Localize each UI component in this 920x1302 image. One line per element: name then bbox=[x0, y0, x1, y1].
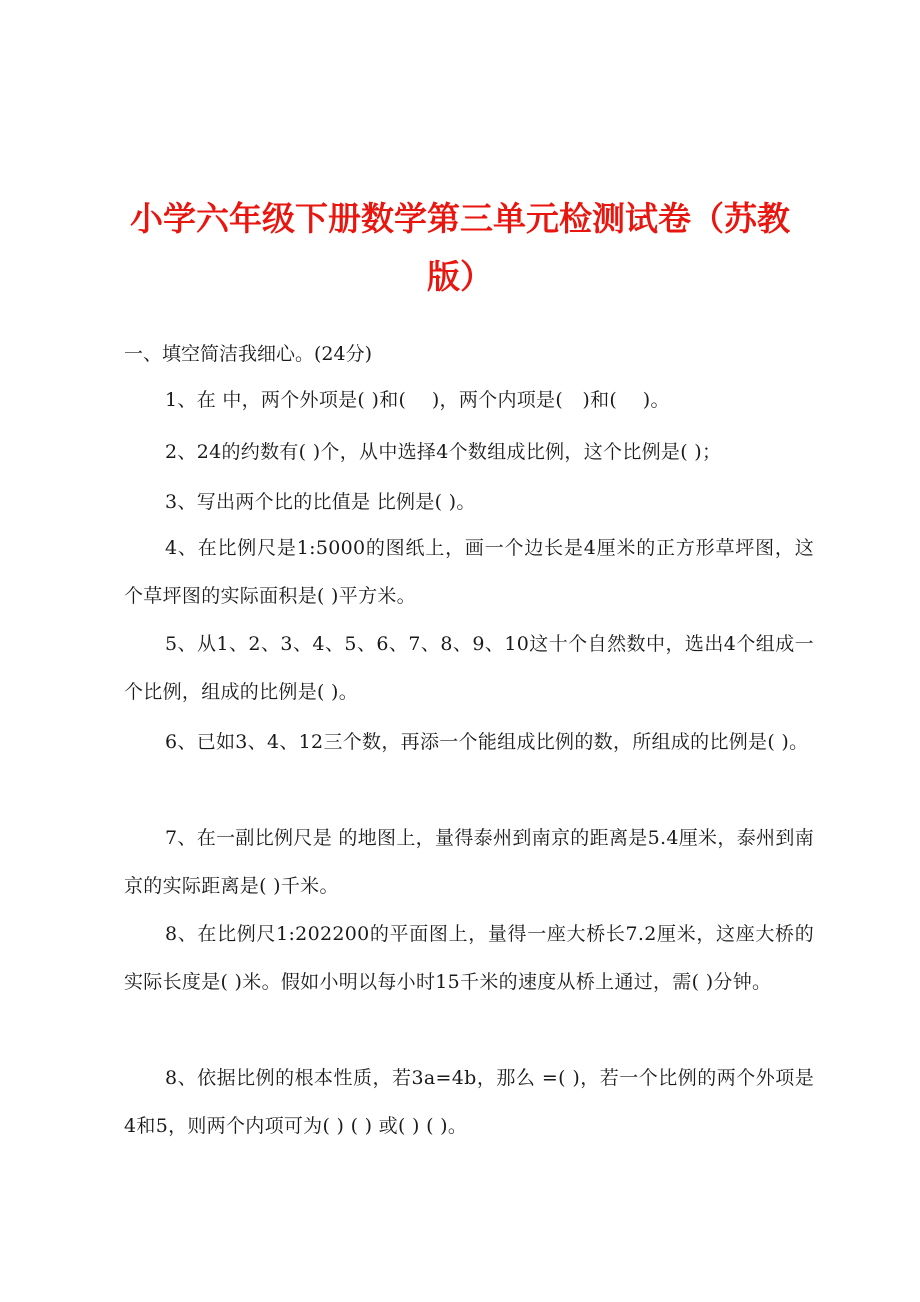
document-title bbox=[110, 190, 810, 306]
title-line-2: 版） bbox=[427, 257, 493, 296]
question-6: 6、已如3、4、12三个数，再添一个能组成比例的数，所组成的比例是( )。 bbox=[165, 731, 809, 753]
question-8: 8、在比例尺1:202200的平面图上，量得一座大桥长7.2厘米，这座大桥的实际长度是( )米。假如小明以每小时15千米的速度从桥上通过，需( )分钟。 bbox=[124, 923, 814, 993]
title-line-1: 小学六年级下册数学第三单元检测试卷（苏教 bbox=[130, 199, 790, 238]
question-4: 4、在比例尺是1:5000的图纸上，画一个边长是4厘米的正方形草坪图，这个草坪图的实际面积是( )平方米。 bbox=[124, 537, 814, 607]
question-7: 7、在一副比例尺是 的地图上，量得泰州到南京的距离是5.4厘米，泰州到南京的实际距离是( )千米。 bbox=[124, 827, 814, 897]
question-2: 2、24的约数有( )个，从中选择4个数组成比例，这个比例是( )； bbox=[165, 441, 722, 463]
question-5: 5、从1、2、3、4、5、6、7、8、9、10这十个自然数中，选出4个组成一个比例，组成的比例是( )。 bbox=[124, 633, 814, 703]
question-8b: 8、依据比例的根本性质，若3a=4b，那么 =( )，若一个比例的两个外项是4和5，则两个内项可为( ) ( ) 或( ) ( )。 bbox=[124, 1067, 814, 1137]
question-1: 1、在 中，两个外项是( )和( )，两个内项是( )和( )。 bbox=[165, 389, 670, 411]
section-heading: 一、填空简洁我细心。(24分) bbox=[124, 343, 373, 365]
question-3: 3、写出两个比的比值是 比例是( )。 bbox=[165, 491, 476, 513]
